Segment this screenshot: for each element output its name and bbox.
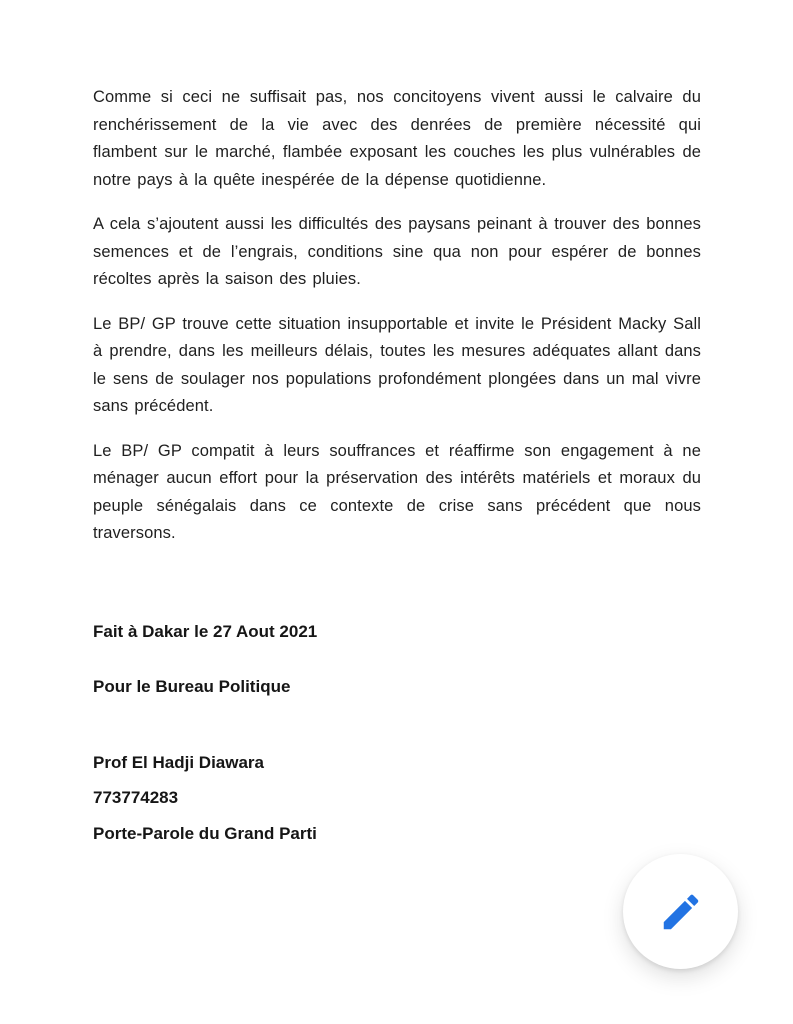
paragraph-engagement: Le BP/ GP compatit à leurs souffrances et réaffirme son engagement à ne ménager aucun effort pour la préservation des intérêts matériels et moraux du peuple sénégalais dans ce contexte de crise sans précédent que nous traversons. [93, 441, 701, 542]
pencil-edit-icon [658, 889, 704, 935]
date-line: Fait à Dakar le 27 Aout 2021 [93, 621, 318, 641]
paragraph-cost-of-living: Comme si ceci ne suffisait pas, nos concitoyens vivent aussi le calvaire du renchérissement de la vie avec des denrées de première nécessité qui flambent sur le marché, flambée exposant les couches les plus vulnérables de notre pays à la quête inespérée de la dépense quotidienne. [93, 88, 701, 189]
letter-body [93, 84, 701, 847]
signature-phone: 773774283 [93, 788, 179, 807]
paragraph-call-to-president: Le BP/ GP trouve cette situation insupportable et invite le Président Macky Sall à prendre, dans les meilleurs délais, toutes les mesures adéquates allant dans le sens de soulager nos populations profondément plongées dans un mal vivre sans précédent. [93, 314, 701, 415]
paragraph-farmers-difficulties: A cela s’ajoutent aussi les difficultés des paysans peinant à trouver des bonnes semences et de l’engrais, conditions sine qua non pour espérer de bonnes récoltes après la saison des pluies. [93, 215, 701, 288]
bureau-politique-line: Pour le Bureau Politique [93, 677, 291, 696]
signature-role: Porte-Parole du Grand Parti [93, 823, 317, 843]
edit-fab-button[interactable] [623, 854, 738, 969]
signature-name: Prof El Hadji Diawara [93, 752, 264, 772]
